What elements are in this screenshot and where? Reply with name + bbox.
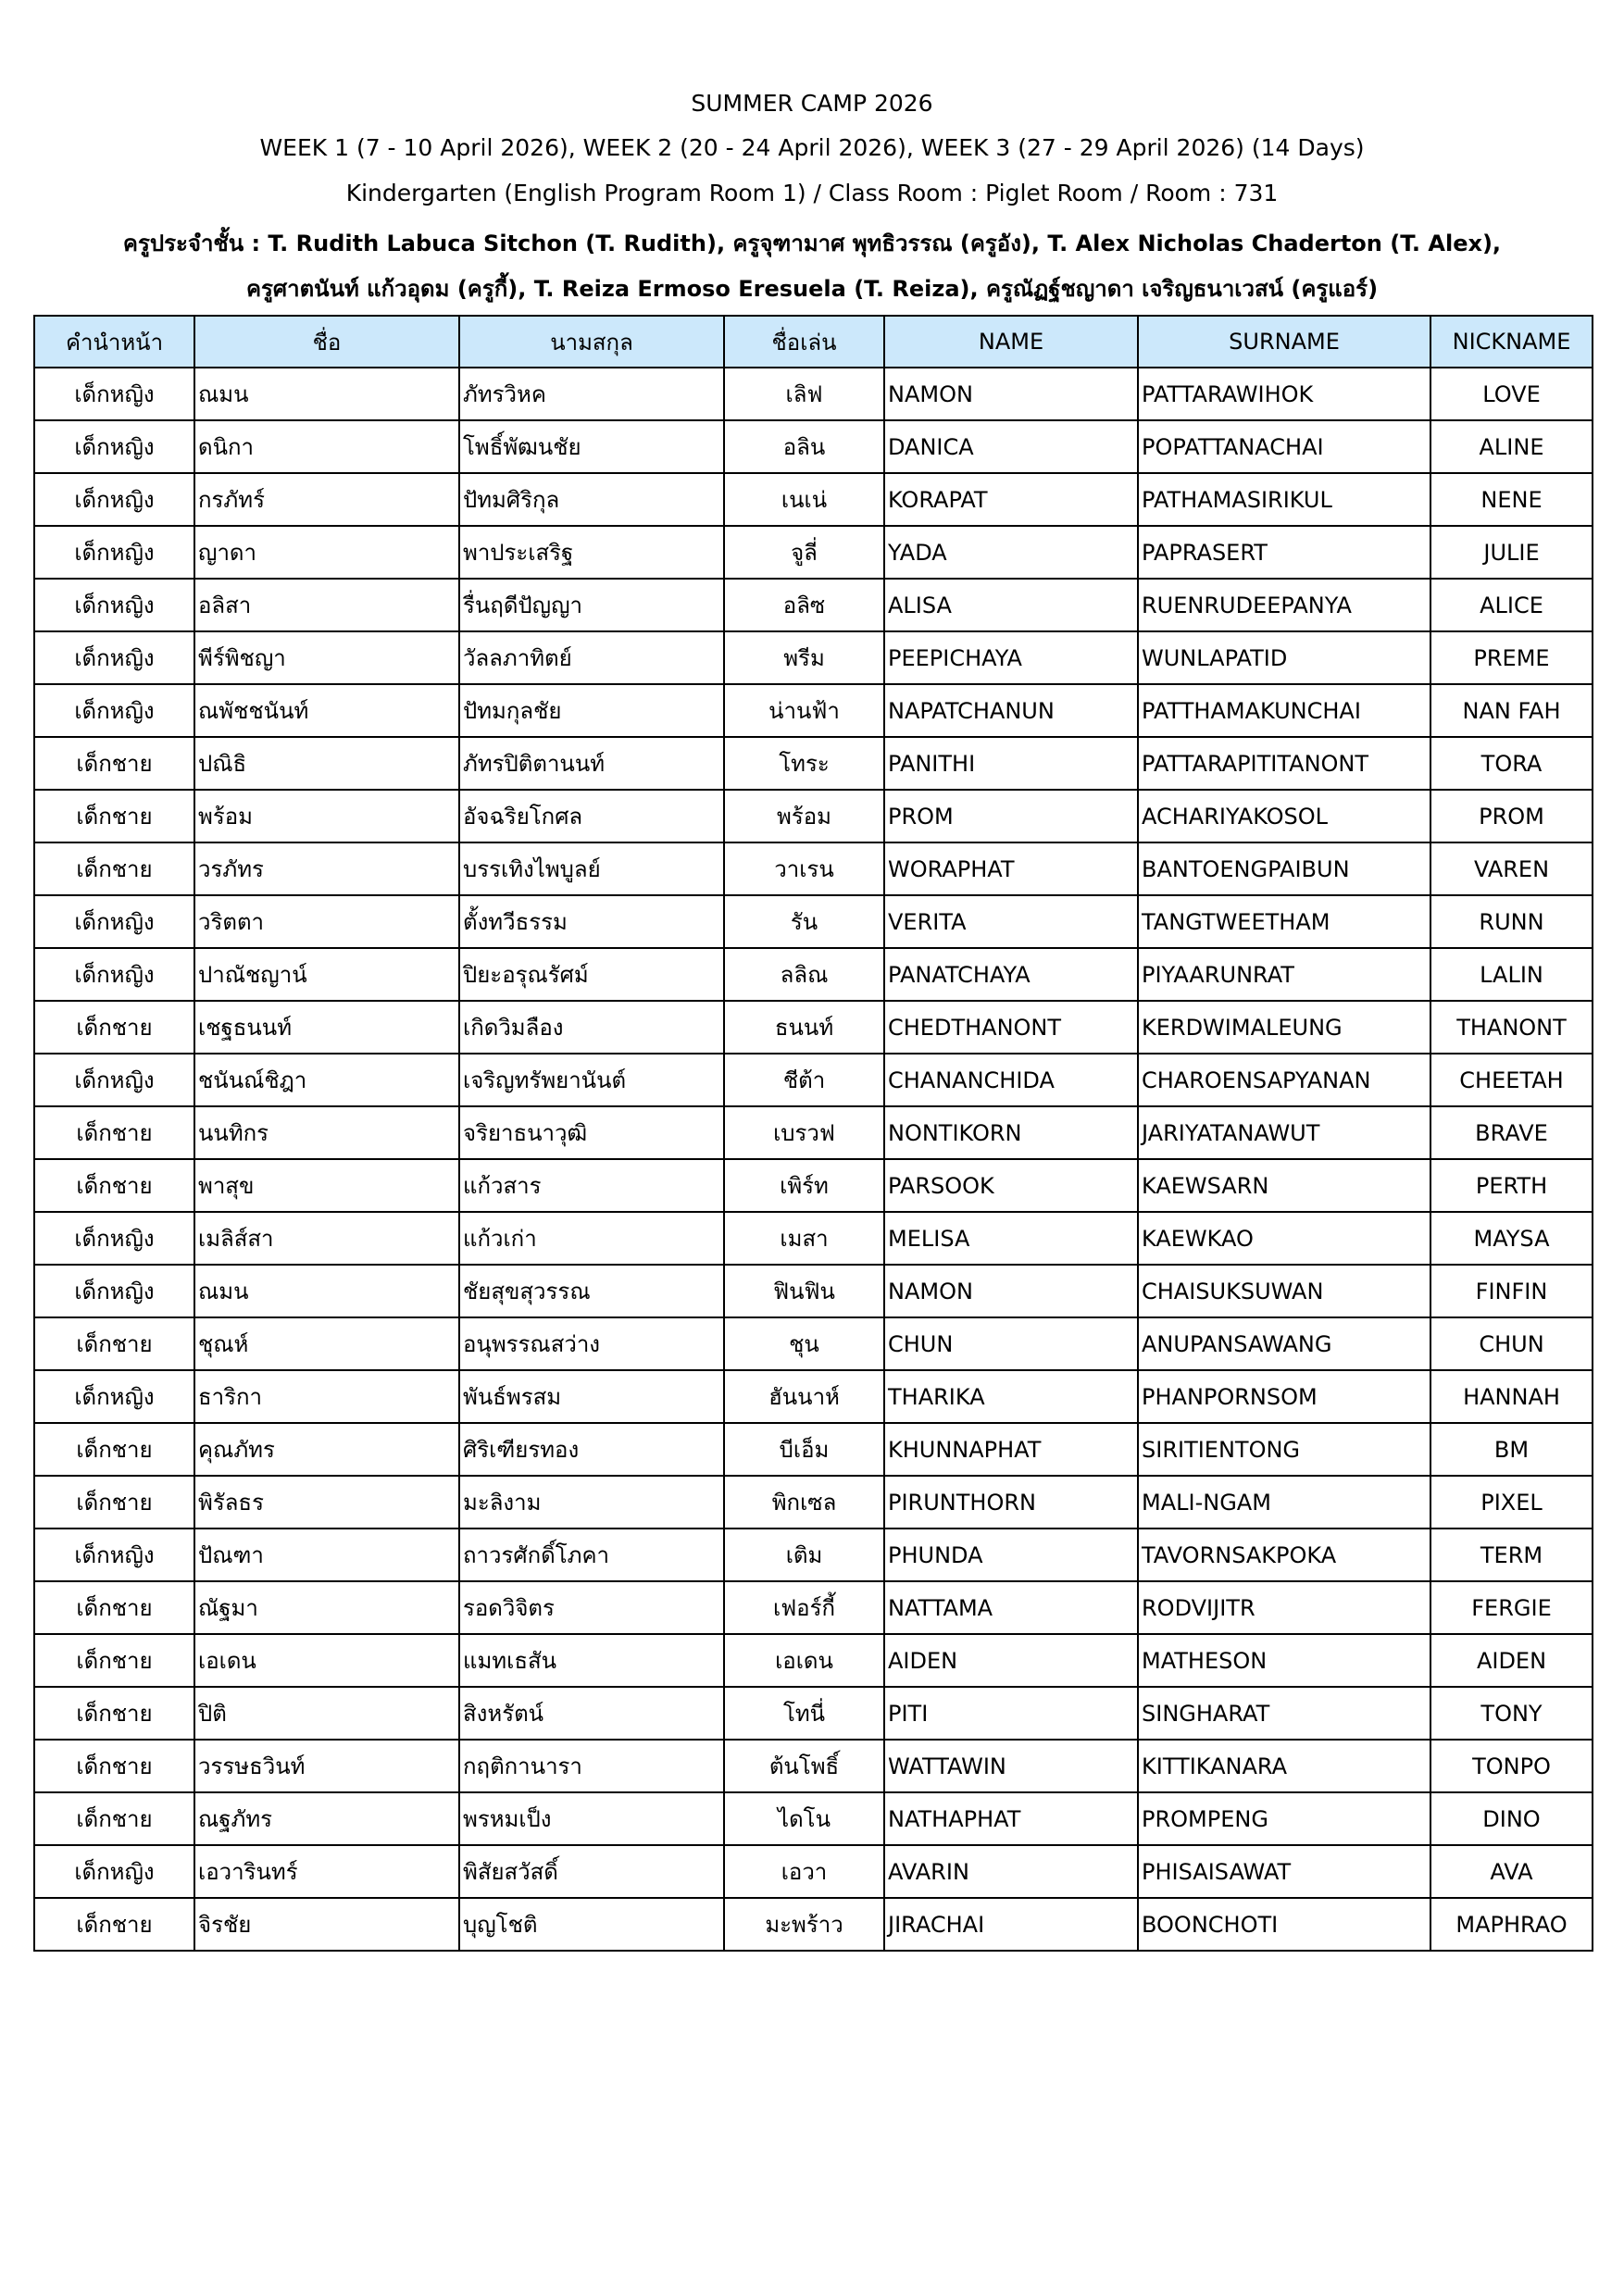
column-surname-en-cell: MATHESON bbox=[1138, 1634, 1430, 1687]
table-row bbox=[34, 368, 1593, 420]
column-nickname-en-cell: NENE bbox=[1430, 473, 1593, 526]
column-first-name-th-cell: วรภัทร bbox=[194, 842, 459, 895]
column-nickname-th-cell: ธนนท์ bbox=[724, 1001, 884, 1054]
column-first-name-th-cell: ชนันณ์ชิฎา bbox=[194, 1054, 459, 1106]
column-surname-en-cell: RUENRUDEEPANYA bbox=[1138, 579, 1430, 631]
column-surname-en-cell: KITTIKANARA bbox=[1138, 1740, 1430, 1792]
column-nickname-en-cell: MAPHRAO bbox=[1430, 1898, 1593, 1951]
column-nickname-en-cell: CHEETAH bbox=[1430, 1054, 1593, 1106]
column-nickname-en-cell: THANONT bbox=[1430, 1001, 1593, 1054]
column-surname-th-cell: ตั้งทวีธรรม bbox=[459, 895, 724, 948]
column-surname-en-cell: KERDWIMALEUNG bbox=[1138, 1001, 1430, 1054]
column-name-en-cell: PANATCHAYA bbox=[884, 948, 1138, 1001]
column-first-name-th-cell: เอวารินทร์ bbox=[194, 1845, 459, 1898]
column-first-name-th-cell: ธาริกา bbox=[194, 1370, 459, 1423]
column-surname-en-cell: JARIYATANAWUT bbox=[1138, 1106, 1430, 1159]
column-first-name-th-cell: ปณิธิ bbox=[194, 737, 459, 790]
column-prefix-cell: เด็กชาย bbox=[34, 1634, 194, 1687]
column-nickname-th-cell: ชุน bbox=[724, 1317, 884, 1370]
column-prefix-cell: เด็กชาย bbox=[34, 842, 194, 895]
column-surname-th-cell: บุญโชติ bbox=[459, 1898, 724, 1951]
column-surname-en-header: SURNAME bbox=[1138, 316, 1430, 368]
column-nickname-en-cell: PREME bbox=[1430, 631, 1593, 684]
column-name-en-cell: KORAPAT bbox=[884, 473, 1138, 526]
column-surname-en-cell: TAVORNSAKPOKA bbox=[1138, 1529, 1430, 1581]
table-row bbox=[34, 631, 1593, 684]
column-prefix-cell: เด็กหญิง bbox=[34, 1845, 194, 1898]
column-name-en-cell: DANICA bbox=[884, 420, 1138, 473]
column-nickname-th-cell: วาเรน bbox=[724, 842, 884, 895]
column-nickname-en-header: NICKNAME bbox=[1430, 316, 1593, 368]
column-surname-th-cell: อนุพรรณสว่าง bbox=[459, 1317, 724, 1370]
column-name-en-cell: PHUNDA bbox=[884, 1529, 1138, 1581]
column-name-en-cell: JIRACHAI bbox=[884, 1898, 1138, 1951]
column-first-name-th-cell: ณัฐมา bbox=[194, 1581, 459, 1634]
column-nickname-th-cell: ชีต้า bbox=[724, 1054, 884, 1106]
column-surname-th-cell: ปัทมกุลชัย bbox=[459, 684, 724, 737]
column-surname-en-cell: PROMPENG bbox=[1138, 1792, 1430, 1845]
column-nickname-en-cell: ALINE bbox=[1430, 420, 1593, 473]
student-table bbox=[33, 315, 1593, 1952]
column-surname-th-cell: เจริญทรัพยานันต์ bbox=[459, 1054, 724, 1106]
column-nickname-en-cell: ALICE bbox=[1430, 579, 1593, 631]
table-row bbox=[34, 1317, 1593, 1370]
column-prefix-cell: เด็กชาย bbox=[34, 737, 194, 790]
table-row bbox=[34, 684, 1593, 737]
column-surname-en-cell: WUNLAPATID bbox=[1138, 631, 1430, 684]
column-name-en-cell: PROM bbox=[884, 790, 1138, 842]
column-surname-en-cell: BOONCHOTI bbox=[1138, 1898, 1430, 1951]
column-surname-th-cell: ถาวรศักดิ์โภคา bbox=[459, 1529, 724, 1581]
table-row bbox=[34, 1845, 1593, 1898]
column-surname-en-cell: PATTARAPITITANONT bbox=[1138, 737, 1430, 790]
column-nickname-th-cell: พิกเซล bbox=[724, 1476, 884, 1529]
column-surname-th-cell: โพธิ์พัฒนชัย bbox=[459, 420, 724, 473]
column-surname-th-cell: พรหมเป็ง bbox=[459, 1792, 724, 1845]
column-surname-en-cell: BANTOENGPAIBUN bbox=[1138, 842, 1430, 895]
column-surname-en-cell: RODVIJITR bbox=[1138, 1581, 1430, 1634]
column-first-name-th-cell: จิรชัย bbox=[194, 1898, 459, 1951]
table-row bbox=[34, 1581, 1593, 1634]
column-name-en-cell: NAPATCHANUN bbox=[884, 684, 1138, 737]
table-row bbox=[34, 1634, 1593, 1687]
column-prefix-cell: เด็กหญิง bbox=[34, 1265, 194, 1317]
column-prefix-cell: เด็กชาย bbox=[34, 1159, 194, 1212]
column-surname-th-cell: แก้วสาร bbox=[459, 1159, 724, 1212]
column-surname-th-cell: ชัยสุขสุวรรณ bbox=[459, 1265, 724, 1317]
column-nickname-th-cell: ลลิณ bbox=[724, 948, 884, 1001]
column-name-en-cell: PEEPICHAYA bbox=[884, 631, 1138, 684]
column-surname-th-cell: บรรเทิงไพบูลย์ bbox=[459, 842, 724, 895]
column-nickname-th-cell: เนเน่ bbox=[724, 473, 884, 526]
column-nickname-en-cell: MAYSA bbox=[1430, 1212, 1593, 1265]
column-prefix-cell: เด็กหญิง bbox=[34, 631, 194, 684]
column-first-name-th-cell: เชฐธนนท์ bbox=[194, 1001, 459, 1054]
table-row bbox=[34, 1106, 1593, 1159]
column-first-name-th-cell: เอเดน bbox=[194, 1634, 459, 1687]
column-name-en-cell: PANITHI bbox=[884, 737, 1138, 790]
column-surname-en-cell: CHAROENSAPYANAN bbox=[1138, 1054, 1430, 1106]
column-surname-en-cell: PIYAARUNRAT bbox=[1138, 948, 1430, 1001]
column-surname-th-cell: รื่นฤดีปัญญา bbox=[459, 579, 724, 631]
column-first-name-th-cell: ปิติ bbox=[194, 1687, 459, 1740]
column-surname-th-cell: จริยาธนาวุฒิ bbox=[459, 1106, 724, 1159]
column-surname-th-cell: อัจฉริยโกศล bbox=[459, 790, 724, 842]
column-nickname-en-cell: TERM bbox=[1430, 1529, 1593, 1581]
column-name-en-cell: CHEDTHANONT bbox=[884, 1001, 1138, 1054]
weeks-line: WEEK 1 (7 - 10 April 2026), WEEK 2 (20 - 24 April 2026), WEEK 3 (27 - 29 April 2026) (14 Days) bbox=[259, 134, 1365, 161]
column-prefix-cell: เด็กชาย bbox=[34, 1001, 194, 1054]
column-nickname-en-cell: RUNN bbox=[1430, 895, 1593, 948]
column-nickname-th-cell: พรีม bbox=[724, 631, 884, 684]
column-prefix-cell: เด็กหญิง bbox=[34, 473, 194, 526]
column-nickname-th-cell: อลิซ bbox=[724, 579, 884, 631]
column-nickname-th-cell: เพิร์ท bbox=[724, 1159, 884, 1212]
column-surname-en-cell: MALI-NGAM bbox=[1138, 1476, 1430, 1529]
column-name-en-cell: MELISA bbox=[884, 1212, 1138, 1265]
table-row bbox=[34, 842, 1593, 895]
column-prefix-cell: เด็กหญิง bbox=[34, 526, 194, 579]
table-row bbox=[34, 1265, 1593, 1317]
column-nickname-th-cell: เมสา bbox=[724, 1212, 884, 1265]
column-nickname-th-cell: อลิน bbox=[724, 420, 884, 473]
column-name-en-cell: NAMON bbox=[884, 1265, 1138, 1317]
column-surname-th-cell: รอดวิจิตร bbox=[459, 1581, 724, 1634]
column-nickname-en-cell: TONY bbox=[1430, 1687, 1593, 1740]
column-first-name-th-cell: ณมน bbox=[194, 368, 459, 420]
column-first-name-th-cell: ดนิกา bbox=[194, 420, 459, 473]
column-surname-th-cell: แมทเธสัน bbox=[459, 1634, 724, 1687]
column-surname-th-cell: พันธ์พรสม bbox=[459, 1370, 724, 1423]
column-surname-en-cell: POPATTANACHAI bbox=[1138, 420, 1430, 473]
column-prefix-cell: เด็กชาย bbox=[34, 1792, 194, 1845]
column-name-en-cell: NONTIKORN bbox=[884, 1106, 1138, 1159]
column-surname-th-cell: แก้วเก่า bbox=[459, 1212, 724, 1265]
column-nickname-th-cell: จูลี่ bbox=[724, 526, 884, 579]
column-surname-th-cell: พิสัยสวัสดิ์ bbox=[459, 1845, 724, 1898]
table-row bbox=[34, 526, 1593, 579]
column-first-name-th-cell: พิรัลธร bbox=[194, 1476, 459, 1529]
table-row bbox=[34, 1001, 1593, 1054]
column-prefix-header: คำนำหน้า bbox=[34, 316, 194, 368]
column-prefix-cell: เด็กชาย bbox=[34, 1687, 194, 1740]
column-surname-en-cell: PHISAISAWAT bbox=[1138, 1845, 1430, 1898]
column-first-name-th-cell: ชุณห์ bbox=[194, 1317, 459, 1370]
column-nickname-en-cell: CHUN bbox=[1430, 1317, 1593, 1370]
column-nickname-th-cell: โทระ bbox=[724, 737, 884, 790]
column-name-en-cell: PIRUNTHORN bbox=[884, 1476, 1138, 1529]
column-surname-th-cell: ปัทมศิริกุล bbox=[459, 473, 724, 526]
column-nickname-en-cell: PIXEL bbox=[1430, 1476, 1593, 1529]
column-prefix-cell: เด็กชาย bbox=[34, 1740, 194, 1792]
column-name-en-cell: KHUNNAPHAT bbox=[884, 1423, 1138, 1476]
column-nickname-th-cell: พร้อม bbox=[724, 790, 884, 842]
column-surname-th-cell: ปิยะอรุณรัศม์ bbox=[459, 948, 724, 1001]
column-surname-en-cell: PATTHAMAKUNCHAI bbox=[1138, 684, 1430, 737]
table-row bbox=[34, 1159, 1593, 1212]
column-prefix-cell: เด็กชาย bbox=[34, 1476, 194, 1529]
table-row bbox=[34, 1423, 1593, 1476]
column-name-en-cell: NATTAMA bbox=[884, 1581, 1138, 1634]
column-surname-en-cell: ANUPANSAWANG bbox=[1138, 1317, 1430, 1370]
table-row bbox=[34, 1476, 1593, 1529]
column-first-name-th-cell: ญาดา bbox=[194, 526, 459, 579]
column-prefix-cell: เด็กหญิง bbox=[34, 1212, 194, 1265]
column-nickname-th-cell: น่านฟ้า bbox=[724, 684, 884, 737]
column-nickname-th-cell: เฟอร์กี้ bbox=[724, 1581, 884, 1634]
column-name-en-header: NAME bbox=[884, 316, 1138, 368]
column-first-name-th-cell: นนทิกร bbox=[194, 1106, 459, 1159]
column-prefix-cell: เด็กหญิง bbox=[34, 895, 194, 948]
column-name-en-cell: PARSOOK bbox=[884, 1159, 1138, 1212]
column-name-en-cell: NAMON bbox=[884, 368, 1138, 420]
table-row bbox=[34, 1529, 1593, 1581]
column-nickname-en-cell: TORA bbox=[1430, 737, 1593, 790]
column-nickname-th-cell: โทนี่ bbox=[724, 1687, 884, 1740]
table-row bbox=[34, 579, 1593, 631]
column-nickname-th-cell: ต้นโพธิ์ bbox=[724, 1740, 884, 1792]
column-surname-en-cell: PATTARAWIHOK bbox=[1138, 368, 1430, 420]
column-name-en-cell: PITI bbox=[884, 1687, 1138, 1740]
column-nickname-en-cell: FINFIN bbox=[1430, 1265, 1593, 1317]
column-first-name-th-cell: กรภัทร์ bbox=[194, 473, 459, 526]
column-nickname-th-cell: เอเดน bbox=[724, 1634, 884, 1687]
column-nickname-en-cell: PROM bbox=[1430, 790, 1593, 842]
column-nickname-th-cell: มะพร้าว bbox=[724, 1898, 884, 1951]
column-first-name-th-cell: เมลิส์สา bbox=[194, 1212, 459, 1265]
column-surname-th-cell: พาประเสริฐ bbox=[459, 526, 724, 579]
column-nickname-th-cell: เบรวฟ bbox=[724, 1106, 884, 1159]
column-name-en-cell: ALISA bbox=[884, 579, 1138, 631]
column-surname-th-header: นามสกุล bbox=[459, 316, 724, 368]
column-name-en-cell: NATHAPHAT bbox=[884, 1792, 1138, 1845]
document-title: SUMMER CAMP 2026 bbox=[691, 90, 933, 117]
column-nickname-th-cell: รัน bbox=[724, 895, 884, 948]
column-prefix-cell: เด็กหญิง bbox=[34, 420, 194, 473]
column-surname-en-cell: SIRITIENTONG bbox=[1138, 1423, 1430, 1476]
column-nickname-th-cell: เติม bbox=[724, 1529, 884, 1581]
column-nickname-en-cell: JULIE bbox=[1430, 526, 1593, 579]
column-first-name-th-cell: อลิสา bbox=[194, 579, 459, 631]
table-body bbox=[34, 368, 1593, 1951]
column-nickname-en-cell: AVA bbox=[1430, 1845, 1593, 1898]
column-nickname-th-cell: บีเอ็ม bbox=[724, 1423, 884, 1476]
table-row bbox=[34, 895, 1593, 948]
column-name-en-cell: AVARIN bbox=[884, 1845, 1138, 1898]
table-row bbox=[34, 1898, 1593, 1951]
column-prefix-cell: เด็กชาย bbox=[34, 790, 194, 842]
table-row bbox=[34, 1212, 1593, 1265]
table-header-row bbox=[34, 316, 1593, 368]
column-surname-th-cell: เกิดวิมลือง bbox=[459, 1001, 724, 1054]
column-first-name-th-header: ชื่อ bbox=[194, 316, 459, 368]
column-first-name-th-cell: คุณภัทร bbox=[194, 1423, 459, 1476]
table-row bbox=[34, 1370, 1593, 1423]
column-name-en-cell: WATTAWIN bbox=[884, 1740, 1138, 1792]
column-nickname-en-cell: TONPO bbox=[1430, 1740, 1593, 1792]
table-row bbox=[34, 790, 1593, 842]
column-surname-en-cell: PATHAMASIRIKUL bbox=[1138, 473, 1430, 526]
column-nickname-en-cell: PERTH bbox=[1430, 1159, 1593, 1212]
column-prefix-cell: เด็กชาย bbox=[34, 1317, 194, 1370]
table-row bbox=[34, 1792, 1593, 1845]
column-nickname-th-cell: ฟินฟิน bbox=[724, 1265, 884, 1317]
column-prefix-cell: เด็กชาย bbox=[34, 1423, 194, 1476]
column-name-en-cell: VERITA bbox=[884, 895, 1138, 948]
column-prefix-cell: เด็กหญิง bbox=[34, 948, 194, 1001]
table-row bbox=[34, 1740, 1593, 1792]
column-first-name-th-cell: พาสุข bbox=[194, 1159, 459, 1212]
column-name-en-cell: YADA bbox=[884, 526, 1138, 579]
column-prefix-cell: เด็กหญิง bbox=[34, 368, 194, 420]
teachers-line-2: ครูศาตนันท์ แก้วอุดม (ครูกี้), T. Reiza Ermoso Eresuela (T. Reiza), ครูณัฏฐ์ชญาดา เจริญธนาเวสน์ (ครูแอร์) bbox=[245, 276, 1379, 302]
column-surname-th-cell: ศิริเฑียรทอง bbox=[459, 1423, 724, 1476]
column-surname-th-cell: ภัทรปิติตานนท์ bbox=[459, 737, 724, 790]
column-nickname-en-cell: VAREN bbox=[1430, 842, 1593, 895]
column-first-name-th-cell: พีร์พิชญา bbox=[194, 631, 459, 684]
column-nickname-en-cell: HANNAH bbox=[1430, 1370, 1593, 1423]
column-first-name-th-cell: พร้อม bbox=[194, 790, 459, 842]
column-nickname-en-cell: LALIN bbox=[1430, 948, 1593, 1001]
table-row bbox=[34, 420, 1593, 473]
column-prefix-cell: เด็กชาย bbox=[34, 1106, 194, 1159]
column-nickname-th-cell: ไดโน bbox=[724, 1792, 884, 1845]
column-surname-th-cell: วัลลภาทิตย์ bbox=[459, 631, 724, 684]
column-surname-en-cell: PAPRASERT bbox=[1138, 526, 1430, 579]
column-nickname-th-header: ชื่อเล่น bbox=[724, 316, 884, 368]
column-nickname-th-cell: เลิฟ bbox=[724, 368, 884, 420]
column-prefix-cell: เด็กชาย bbox=[34, 1898, 194, 1951]
column-prefix-cell: เด็กหญิง bbox=[34, 1529, 194, 1581]
column-nickname-en-cell: DINO bbox=[1430, 1792, 1593, 1845]
table-row bbox=[34, 948, 1593, 1001]
column-surname-en-cell: KAEWSARN bbox=[1138, 1159, 1430, 1212]
column-first-name-th-cell: ปัณฑา bbox=[194, 1529, 459, 1581]
classroom-line: Kindergarten (English Program Room 1) / Class Room : Piglet Room / Room : 731 bbox=[345, 180, 1279, 206]
column-surname-en-cell: ACHARIYAKOSOL bbox=[1138, 790, 1430, 842]
column-nickname-en-cell: BM bbox=[1430, 1423, 1593, 1476]
column-first-name-th-cell: วรรษธวินท์ bbox=[194, 1740, 459, 1792]
column-surname-en-cell: PHANPORNSOM bbox=[1138, 1370, 1430, 1423]
column-surname-th-cell: มะลิงาม bbox=[459, 1476, 724, 1529]
column-surname-th-cell: สิงหรัตน์ bbox=[459, 1687, 724, 1740]
column-prefix-cell: เด็กหญิง bbox=[34, 1370, 194, 1423]
column-nickname-th-cell: เอวา bbox=[724, 1845, 884, 1898]
column-surname-en-cell: SINGHARAT bbox=[1138, 1687, 1430, 1740]
column-first-name-th-cell: ปาณัชญาน์ bbox=[194, 948, 459, 1001]
column-name-en-cell: WORAPHAT bbox=[884, 842, 1138, 895]
column-surname-th-cell: กฤติกานารา bbox=[459, 1740, 724, 1792]
column-name-en-cell: AIDEN bbox=[884, 1634, 1138, 1687]
column-prefix-cell: เด็กหญิง bbox=[34, 1054, 194, 1106]
column-first-name-th-cell: วริตตา bbox=[194, 895, 459, 948]
column-prefix-cell: เด็กชาย bbox=[34, 1581, 194, 1634]
table-row bbox=[34, 737, 1593, 790]
column-first-name-th-cell: ณพัชชนันท์ bbox=[194, 684, 459, 737]
column-prefix-cell: เด็กหญิง bbox=[34, 684, 194, 737]
table-row bbox=[34, 1687, 1593, 1740]
column-nickname-en-cell: LOVE bbox=[1430, 368, 1593, 420]
column-first-name-th-cell: ณมน bbox=[194, 1265, 459, 1317]
column-first-name-th-cell: ณฐภัทร bbox=[194, 1792, 459, 1845]
column-surname-en-cell: KAEWKAO bbox=[1138, 1212, 1430, 1265]
column-surname-en-cell: CHAISUKSUWAN bbox=[1138, 1265, 1430, 1317]
column-nickname-th-cell: ฮันนาห์ bbox=[724, 1370, 884, 1423]
column-surname-th-cell: ภัทรวิหค bbox=[459, 368, 724, 420]
column-name-en-cell: CHANANCHIDA bbox=[884, 1054, 1138, 1106]
column-prefix-cell: เด็กหญิง bbox=[34, 579, 194, 631]
column-nickname-en-cell: FERGIE bbox=[1430, 1581, 1593, 1634]
column-nickname-en-cell: NAN FAH bbox=[1430, 684, 1593, 737]
column-name-en-cell: CHUN bbox=[884, 1317, 1138, 1370]
teachers-line-1: ครูประจำชั้น : T. Rudith Labuca Sitchon (T. Rudith), ครูจุฑามาศ พุทธิวรรณ (ครูอัง), T. Alex Nicholas Chaderton (T. Alex), bbox=[122, 231, 1502, 256]
column-nickname-en-cell: AIDEN bbox=[1430, 1634, 1593, 1687]
column-name-en-cell: THARIKA bbox=[884, 1370, 1138, 1423]
column-nickname-en-cell: BRAVE bbox=[1430, 1106, 1593, 1159]
column-surname-en-cell: TANGTWEETHAM bbox=[1138, 895, 1430, 948]
table-row bbox=[34, 1054, 1593, 1106]
table-row bbox=[34, 473, 1593, 526]
